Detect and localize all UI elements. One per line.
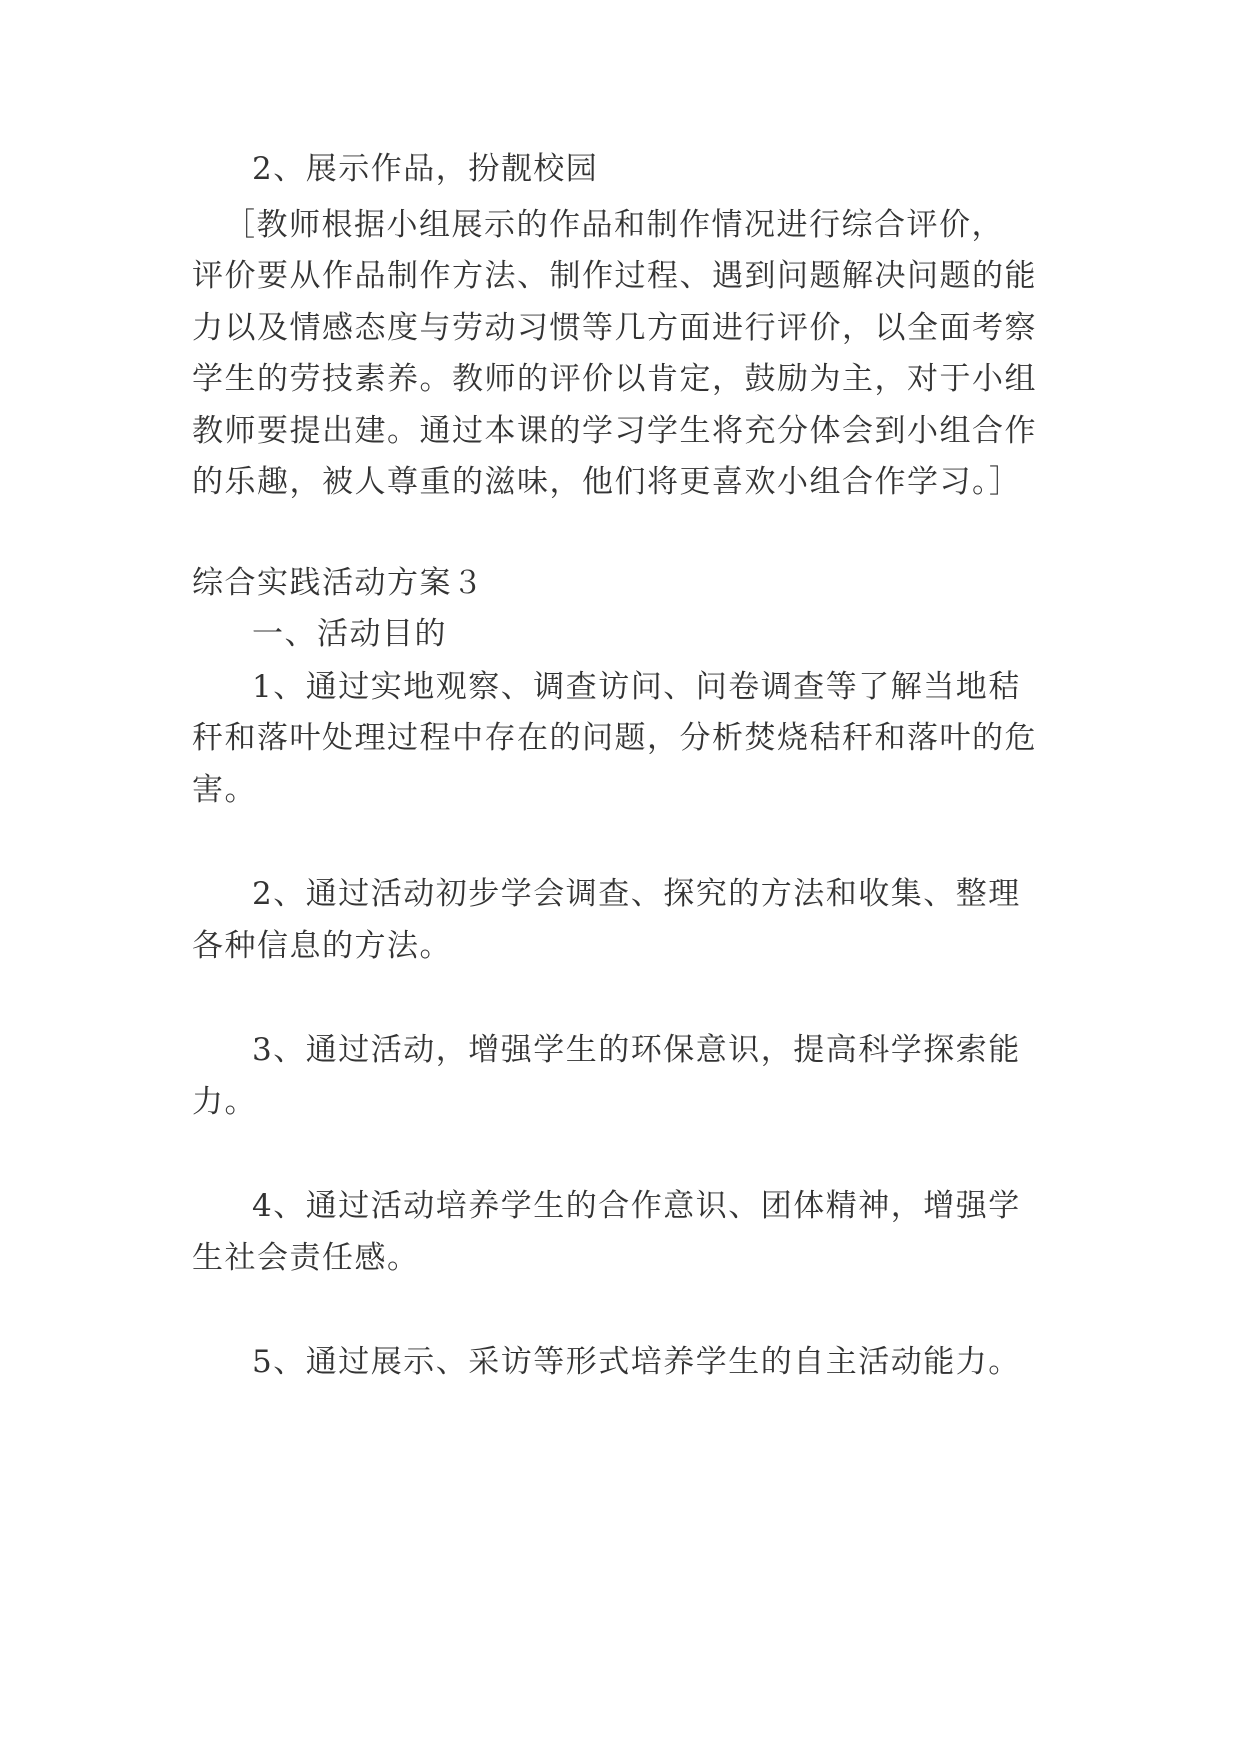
list-item-line: 5、通过展示、采访等形式培养学生的自主活动能力。 (252, 1344, 1021, 1380)
list-item-line: 1、通过实地观察、调查访问、问卷调查等了解当地秸 (252, 669, 1021, 705)
list-item-line: 4、通过活动培养学生的合作意识、团体精神，增强学 (252, 1188, 1021, 1224)
plan-title: 综合实践活动方案３ (192, 565, 485, 601)
list-item-line: 秆和落叶处理过程中存在的问题，分析焚烧秸秆和落叶的危 (192, 720, 1037, 756)
paragraph-line: 评价要从作品制作方法、制作过程、遇到问题解决问题的能 (192, 258, 1037, 294)
list-item-line: 生社会责任感。 (192, 1240, 420, 1276)
paragraph-line: ［教师根据小组展示的作品和制作情况进行综合评价， (224, 207, 1004, 243)
list-item-line: 害。 (192, 772, 257, 808)
list-item-line: 力。 (192, 1084, 257, 1120)
list-item-line: 3、通过活动，增强学生的环保意识，提高科学探索能 (252, 1032, 1021, 1068)
paragraph-line: 力以及情感态度与劳动习惯等几方面进行评价，以全面考察 (192, 310, 1037, 346)
paragraph-line: 教师要提出建。通过本课的学习学生将充分体会到小组合作 (192, 413, 1037, 449)
section-heading: 2、展示作品，扮靓校园 (252, 151, 599, 187)
list-item-line: 2、通过活动初步学会调查、探究的方法和收集、整理 (252, 876, 1021, 912)
list-item-line: 各种信息的方法。 (192, 928, 452, 964)
paragraph-line: 学生的劳技素养。教师的评价以肯定，鼓励为主，对于小组 (192, 361, 1037, 397)
paragraph-line: 的乐趣，被人尊重的滋味，他们将更喜欢小组合作学习。］ (192, 464, 1022, 500)
section-subtitle: 一、活动目的 (252, 616, 447, 652)
